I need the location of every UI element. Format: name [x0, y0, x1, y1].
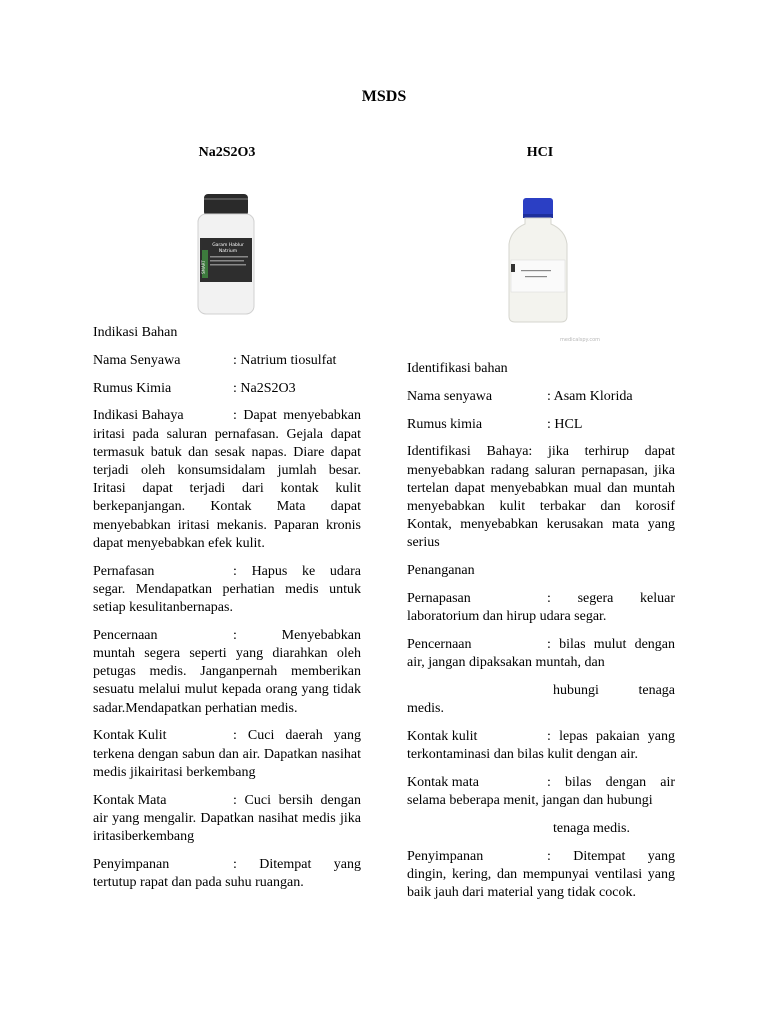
right-formula-value: : HCL	[547, 416, 583, 432]
left-skin-entry	[93, 727, 361, 782]
left-hazard-key: Indikasi Bahaya	[93, 408, 184, 424]
bottle-label-line2: Natrium	[218, 249, 238, 254]
left-eye-value: : Cuci bersih dengan air yang mengalir. Dapatkan nasihat medis jika iritasiberkembang	[93, 792, 361, 845]
left-storage-entry	[93, 856, 361, 892]
right-handling-title: Penanganan	[407, 563, 475, 579]
right-column-heading: HCI	[526, 145, 554, 160]
left-name-row	[93, 352, 361, 370]
left-name-value: : Natrium tiosulfat	[233, 352, 337, 368]
right-name-value: : Asam Klorida	[547, 388, 633, 404]
left-storage-value: : Ditempat yang tertutup rapat dan pada suhu ruangan.	[93, 856, 361, 891]
left-digestion-value: : Menyebabkan muntah segera seperti yang diarahkan oleh petugas medis. Janganpernah memberikan sesuatu melalui mulut kepada orang yang tidak sadar.Mendapatkan perhatian medis.	[93, 627, 361, 716]
right-name-row	[407, 388, 675, 406]
right-respiration-value: : segera keluar laboratorium dan hirup udara segar.	[407, 591, 675, 625]
right-storage-value: : Ditempat yang dingin, kering, dan mempunyai ventilasi yang baik jauh dari material yang tidak cocok.	[407, 848, 675, 901]
left-skin-value: : Cuci daerah yang terkena dengan sabun dan air. Dapatkan nasihat medis jikairitasi berkembang	[93, 728, 361, 780]
left-column-heading: Na2S2O3	[198, 145, 256, 160]
right-eye-value: : bilas dengan air selama beberapa menit, jangan dan hubungi	[407, 775, 675, 809]
right-skin-entry	[407, 728, 675, 764]
right-eye-continuation: tenaga medis.	[553, 821, 630, 836]
right-digestion-entry	[407, 636, 675, 672]
left-section-title: Indikasi Bahan	[93, 325, 178, 340]
bottle-label-line1: Garam Hablur	[212, 243, 244, 248]
left-eye-entry	[93, 792, 361, 847]
left-hazard-value: : Dapat menyebabkan iritasi pada saluran pernafasan. Gejala dapat termasuk batuk dan sesak napas. Diare dapat terjadi oleh konsumsidalam jumlah besar. Iritasi dapat terjadi dari kontak kulit berkepanjangan. Kontak Mata dapat menyebabkan iritasi mekanis. Paparan kronis dapat menyebabkan efek kulit.	[93, 408, 361, 551]
left-respiration-value: : Hapus ke udara segar. Mendapatkan perhatian medis untuk setiap kesulitanbernapas.	[93, 563, 361, 616]
left-formula-value: : Na2S2O3	[233, 380, 296, 396]
hydrochloric-acid-bottle-image	[507, 198, 569, 324]
right-respiration-entry	[407, 590, 675, 626]
left-formula-key: Rumus Kimia	[93, 380, 172, 396]
bottle-brand: SMART	[201, 260, 206, 274]
left-hazard-entry	[93, 407, 361, 553]
right-name-key: Nama senyawa	[407, 388, 493, 404]
left-digestion-entry	[93, 627, 361, 718]
right-storage-entry	[407, 848, 675, 903]
left-eye-key: Kontak Mata	[93, 792, 167, 808]
page-title: MSDS	[361, 88, 407, 105]
sodium-thiosulfate-bottle-image	[196, 194, 256, 316]
right-digestion-key: Pencernaan	[407, 637, 472, 652]
left-column	[93, 324, 361, 902]
right-column	[407, 360, 675, 912]
right-section-title: Identifikasi bahan	[407, 361, 508, 376]
left-respiration-entry	[93, 563, 361, 618]
left-formula-row	[93, 380, 361, 398]
right-eye-entry	[407, 774, 675, 810]
left-name-key: Nama Senyawa	[93, 352, 181, 368]
image-watermark: medicalspy.com	[560, 337, 601, 343]
right-digestion-continuation: hubungi tenaga medis.	[407, 683, 675, 717]
right-eye-key: Kontak mata	[407, 775, 479, 790]
left-digestion-key: Pencernaan	[93, 627, 158, 643]
left-respiration-key: Pernafasan	[93, 563, 155, 579]
right-formula-row	[407, 416, 675, 434]
right-digestion-value: : bilas mulut dengan air, jangan dipaksakan muntah, dan	[407, 637, 675, 671]
right-respiration-key: Pernapasan	[407, 591, 471, 606]
left-storage-key: Penyimpanan	[93, 856, 170, 872]
right-skin-key: Kontak kulit	[407, 729, 478, 744]
right-hazard-entry: Identifikasi Bahaya: jika terhirup dapat menyebabkan radang saluran pernapasan, jika tertelan dapat menyebabkan mual dan muntah menyebabkan kulit terbakar dan korosif Kontak, menyebabkan kerusakan mata yang serius	[407, 444, 675, 551]
right-storage-key: Penyimpanan	[407, 848, 484, 864]
right-formula-key: Rumus kimia	[407, 416, 483, 432]
left-skin-key: Kontak Kulit	[93, 728, 167, 744]
right-skin-value: : lepas pakaian yang terkontaminasi dan bilas kulit dengan air.	[407, 729, 675, 763]
